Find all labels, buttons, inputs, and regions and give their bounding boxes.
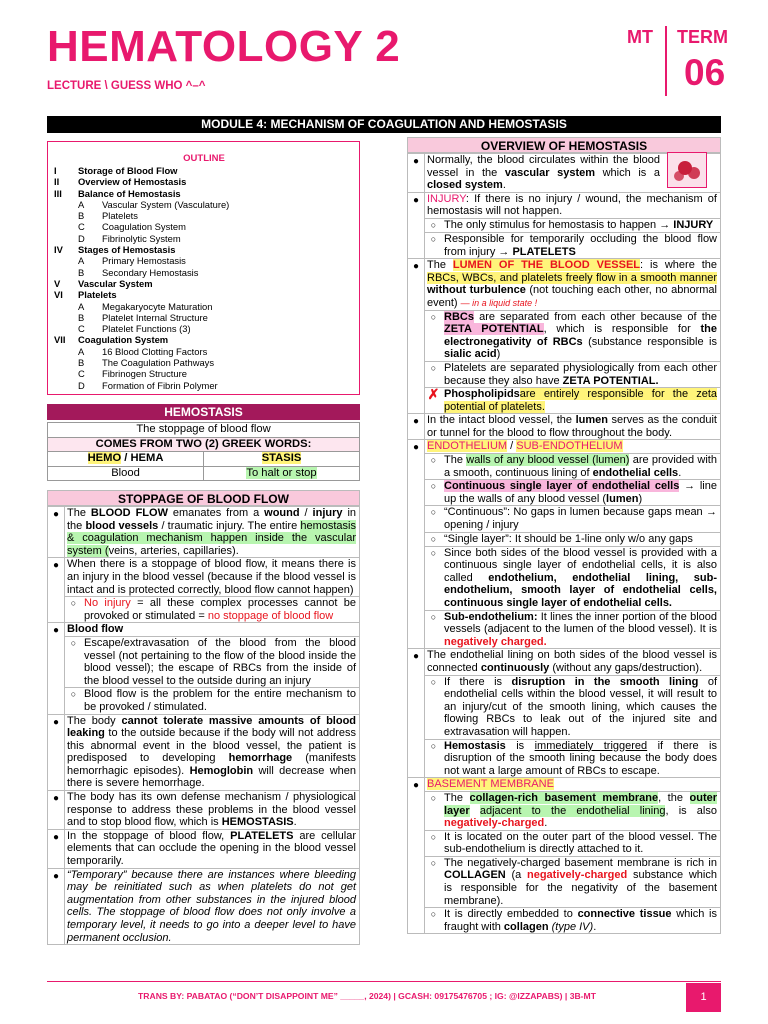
stoppage-heading: STOPPAGE OF BLOOD FLOW	[47, 490, 360, 506]
hemo-meaning: Blood	[48, 466, 204, 481]
list-item: ● The endothelial lining on both sides of the blood vessel is connected continuously (without any gaps/destruction). ○ If there is disruption in the smooth lining of endothelial cells within the blood vessel, it will result to an injury/cut of the smooth lining, which causes the flowing RBCs to leak out of the injured site and extravasation will happen. ○ Hemostasis is immediately triggered if there is disruption of the smooth lining because the body does not want a large amount of RBCs to escape.	[408, 649, 721, 778]
outline-item-label: The Coagulation Pathways	[102, 357, 215, 369]
outline-item-label: Platelet Functions (3)	[102, 323, 191, 335]
outline-item	[54, 199, 354, 210]
overview-heading: OVERVIEW OF HEMOSTASIS	[407, 137, 721, 153]
outline-item	[54, 357, 354, 368]
outline-box	[47, 141, 360, 395]
outline-item	[54, 334, 354, 345]
term-number: 06	[684, 52, 726, 93]
module-title-bar: MODULE 4: MECHANISM OF COAGULATION AND HEMOSTASIS	[47, 116, 721, 133]
stoppage-list	[47, 506, 360, 945]
outline-item-label: Platelets	[78, 289, 117, 301]
footer-divider	[47, 981, 721, 982]
hemostasis-table	[47, 422, 360, 481]
outline-item-label: Coagulation System	[78, 334, 169, 346]
outline-item	[54, 176, 354, 187]
list-item: ● INJURY: If there is no injury / wound, the mechanism of hemostasis will not happen. ○ The only stimulus for hemostasis to happen → INJURY ○ Responsible for temporarily occluding the blood flow from injury → PLATELETS	[408, 192, 721, 258]
outline-item-number: C	[78, 368, 85, 380]
outline-item-label: Megakaryocyte Maturation	[102, 300, 213, 312]
outline-item-number: A	[78, 345, 85, 357]
outline-item	[54, 165, 354, 176]
list-item: ● In the intact blood vessel, the lumen serves as the conduit or tunnel for the blood to flow throughout the body.	[408, 414, 721, 440]
outline-item-number: A	[78, 300, 85, 312]
list-item: ● The BLOOD FLOW emanates from a wound / injury in the blood vessels / traumatic injury. The entire hemostasis & coagulation mechanism happen inside the vascular system (veins, arteries, capillaries).	[48, 507, 360, 558]
list-item: ● The body has its own defense mechanism / physiological response to address these problems in the blood vessel and to stop blood flow, which is HEMOSTASIS.	[48, 791, 360, 830]
outline-item-label: Platelets	[102, 210, 138, 222]
list-item: ● BASEMENT MEMBRANE ○ The collagen-rich basement membrane, the outer layer adjacent to the endothelial lining, is also negatively-charged. ○ It is located on the outer part of the blood vessel. The sub-endothelium is directly attached to it. ○ The negatively-charged basement membrane is rich in COLLAGEN (a negatively-charged substance which is responsible for the negativity of the basement membrane). ○ It is directly embedded to connective tissue which is fraught with collagen (type IV).	[408, 778, 721, 934]
greek-word-hema: / HEMA	[121, 452, 164, 464]
list-item: ● The body cannot tolerate massive amounts of blood leaking to the outside because if the body will not address this abnormal event in the blood vessel, the patient is predisposed to developing hemorrhage (manifests hemorrhagic episodes). Hemoglobin will decrease when there is severe hemorrhage.	[48, 714, 360, 791]
outline-item-label: Primary Hemostasis	[102, 255, 186, 267]
outline-item-number: IV	[54, 244, 63, 256]
outline-item	[54, 289, 354, 300]
page-number: 1	[686, 983, 721, 1012]
outline-item-label: Secondary Hemostasis	[102, 266, 199, 278]
outline-item-label: Vascular System (Vasculature)	[102, 198, 230, 210]
outline-item-number: B	[78, 311, 85, 323]
outline-item-number: VII	[54, 334, 66, 346]
outline-item-label: Overview of Hemostasis	[78, 176, 187, 188]
outline-item-label: Fibrinolytic System	[102, 232, 181, 244]
outline-item-label: 16 Blood Clotting Factors	[102, 345, 208, 357]
outline-list	[54, 165, 354, 391]
outline-item-label: Storage of Blood Flow	[78, 165, 178, 176]
outline-item-number: D	[78, 232, 85, 244]
stoppage-section	[47, 490, 360, 945]
term-label: TERM	[677, 27, 728, 47]
outline-item	[54, 278, 354, 289]
header-divider	[665, 26, 667, 96]
outline-item-number: I	[54, 165, 57, 176]
outline-item-number: II	[54, 176, 60, 188]
outline-item-number: A	[78, 198, 85, 210]
outline-item-number: B	[78, 266, 85, 278]
outline-item	[54, 323, 354, 334]
outline-item	[54, 368, 354, 379]
outline-item-number: A	[78, 255, 85, 267]
outline-item-label: Balance of Hemostasis	[78, 187, 181, 199]
red-blood-cells-image	[667, 152, 707, 188]
outline-item-number: B	[78, 210, 85, 222]
outline-item-label: Platelet Internal Structure	[102, 311, 208, 323]
stasis-meaning: To halt or stop	[246, 466, 317, 479]
overview-list	[407, 153, 721, 934]
outline-item	[54, 301, 354, 312]
list-item: ● “Temporary” because there are instances where bleeding may be reinitiated such as when platelets do not get augmentation from other substances in the injured blood cells. The stoppage of blood flow does not only involve a temporary level, it needs to go into a deeper level to have permanent occlusion.	[48, 868, 360, 945]
outline-item-label: Vascular System	[78, 277, 153, 289]
greek-words-heading: COMES FROM TWO (2) GREEK WORDS:	[48, 437, 360, 452]
outline-item-number: III	[54, 187, 62, 199]
footer-credits: TRANS BY: PABATAO (“DON’T DISAPPOINT ME” _____, 2024) | GCASH: 09175476705 ; IG: @IZZAPABS) | 3B-MT	[138, 991, 596, 1001]
outline-item	[54, 346, 354, 357]
outline-item-label: Stages of Hemostasis	[78, 244, 176, 256]
outline-item-number: V	[54, 277, 61, 289]
list-item: ● In the stoppage of blood flow, PLATELETS are cellular elements that can occlude the opening in the blood vessel temporarily.	[48, 829, 360, 868]
outline-item-label: Coagulation System	[102, 221, 186, 233]
list-item: ● When there is a stoppage of blood flow, it means there is an injury in the blood vessel (because if the blood vessel is intact and is protected correctly, blood flow cannot happen) ○ No injury = all these complex processes cannot be provoked or stimulated = no stoppage of blood flow	[48, 558, 360, 623]
list-item: ● Blood flow ○ Escape/extravasation of the blood from the blood vessel (not pertaining to the flow of the blood inside the blood vessel); the escape of RBCs from the inside of the blood vessel to the outside during an injury ○ Blood flow is the problem for the entire mechanism to be provoked / stimulated.	[48, 623, 360, 714]
greek-word-hemo: HEMO	[87, 452, 122, 464]
outline-item	[54, 233, 354, 244]
greek-word-stasis: STASIS	[261, 452, 302, 464]
outline-item	[54, 210, 354, 221]
list-item: ● The LUMEN OF THE BLOOD VESSEL: is where the RBCs, WBCs, and platelets freely flow in a smooth manner without turbulence (not touching each other, no abnormal event) — in a liquid state ! ○ RBCs are separated from each other because of the ZETA POTENTIAL, which is responsible for the electronegativity of RBCs (substance responsible is sialic acid) ○ Platelets are separated physiologically from each other because they also have ZETA POTENTIAL. ✗ Phospholipidsare entirely responsible for the zeta potential of platelets.	[408, 259, 721, 414]
course-code: MT	[627, 27, 653, 47]
outline-item	[54, 312, 354, 323]
outline-item-number: VI	[54, 289, 63, 301]
outline-item-label: Fibrinogen Structure	[102, 368, 187, 380]
outline-item	[54, 255, 354, 266]
overview-section	[407, 137, 721, 934]
list-item: ● ENDOTHELIUM / SUB-ENDOTHELIUM ○ The walls of any blood vessel (lumen) are provided with a smooth, continuous lining of endothelial cells. ○ Continuous single layer of endothelial cells → line up the walls of any blood vessel (lumen) ○ “Continuous”: No gaps in lumen because gaps mean → opening / injury ○ “Single layer”: It should be 1-line only w/o any gaps ○ Since both sides of the blood vessel is provided with a continuous single layer of endothelial cells, it is also called endothelium, endothelial lining, sub-endothelium, smooth layer of endothelial cells, continuous single layer of endothelial cells. ○ Sub-endothelium: It lines the inner portion of the blood vessels (adjacent to the lumen of the blood vessel). It is negatively charged.	[408, 440, 721, 649]
document-subtitle: LECTURE \ GUESS WHO ^–^	[47, 80, 206, 92]
outline-item-number: C	[78, 221, 85, 233]
outline-item	[54, 188, 354, 199]
outline-item	[54, 267, 354, 278]
list-item: ● Normally, the blood circulates within the blood vessel in the vascular system which is a closed system.	[408, 154, 721, 193]
hemostasis-definition: The stoppage of blood flow	[48, 423, 360, 438]
outline-item	[54, 380, 354, 391]
document-title: HEMATOLOGY 2	[47, 22, 401, 71]
outline-title: OUTLINE	[183, 153, 225, 164]
outline-item	[54, 244, 354, 255]
outline-item-number: D	[78, 379, 85, 391]
outline-item	[54, 221, 354, 232]
outline-item-label: Formation of Fibrin Polymer	[102, 379, 218, 391]
hemostasis-heading: HEMOSTASIS	[47, 404, 360, 420]
outline-item-number: C	[78, 323, 85, 335]
outline-item-number: B	[78, 357, 85, 369]
